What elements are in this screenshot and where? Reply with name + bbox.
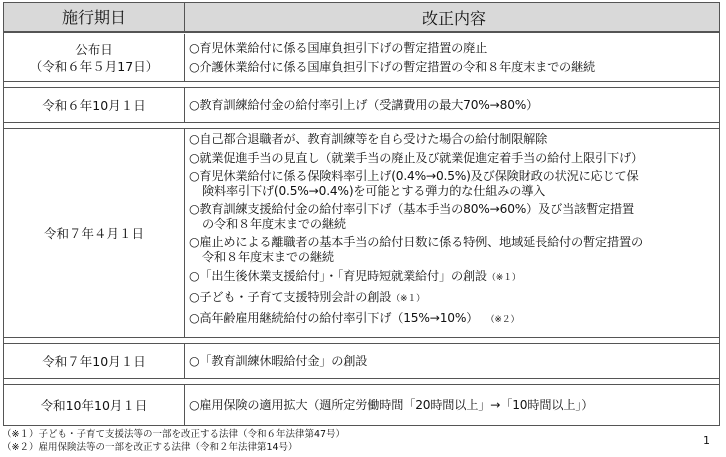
date-line: （令和６年５月17日） <box>29 58 159 74</box>
item-text: ○高年齢雇用継続給付の給付率引下げ（15%→10%） <box>189 311 479 325</box>
list-item <box>189 202 719 232</box>
row-date <box>4 34 185 81</box>
row-date <box>4 344 185 378</box>
row-content <box>185 385 719 425</box>
table-row <box>4 34 719 82</box>
list-item: ○育児休業給付に係る国庫負担引下げの暫定措置の廃止 <box>189 41 488 55</box>
list-item: ○介護休業給付に係る国庫負担引下げの暫定措置の令和８年度末までの継続 <box>189 60 596 74</box>
item-text: ○子ども・子育て支援特別会計の創設 <box>189 290 392 304</box>
table-row <box>4 88 719 123</box>
date-line: 令和10年10月１日 <box>40 397 148 413</box>
list-item <box>189 310 719 328</box>
list-item <box>189 268 719 286</box>
table-row <box>4 129 719 338</box>
row-content <box>185 129 719 337</box>
footnote: （※１）子ども・子育て支援法等の一部を改正する法律（令和６年法律第47号） <box>2 429 346 440</box>
header-content-col: 改正内容 <box>421 8 486 28</box>
row-content <box>185 88 719 122</box>
header-date-col: 施行期日 <box>4 3 185 31</box>
list-item: ○自己都合退職者が、教育訓練等を自ら受けた場合の給付制限解除 <box>189 132 548 146</box>
table-header <box>4 3 719 33</box>
footnote-ref: （※１） <box>486 273 521 283</box>
item-line-continued: 険料率引下げ(0.5%→0.4%)を可能とする弾力的な仕組みの導入 <box>202 184 546 198</box>
row-content <box>185 344 719 378</box>
row-date <box>4 88 185 122</box>
footnote-ref: （※２） <box>485 315 520 325</box>
page-number: 1 <box>703 434 710 447</box>
list-item: ○教育訓練給付金の給付率引上げ（受講費用の最大70%→80%） <box>189 98 539 112</box>
item-text: ○「出生後休業支援給付」・「育児時短就業給付」の創設 <box>189 269 487 283</box>
item-line-continued: 令和８年度末までの継続 <box>202 250 334 264</box>
table-row <box>4 344 719 379</box>
footnote-ref: （※１） <box>391 294 425 304</box>
row-date <box>4 385 185 425</box>
list-item <box>189 289 719 307</box>
list-item: ○雇用保険の適用拡大（週所定労働時間「20時間以上」→「10時間以上」） <box>189 398 594 412</box>
date-line: 令和６年10月１日 <box>42 97 146 113</box>
list-item <box>189 235 719 265</box>
amendment-table <box>3 2 720 426</box>
footnotes <box>2 428 345 454</box>
date-line: 令和７年４月１日 <box>43 225 144 241</box>
list-item <box>189 169 719 199</box>
item-line: ○教育訓練支援給付金の給付率引下げ（基本手当の80%→60%）及び当該暫定措置 <box>189 202 635 216</box>
row-content <box>185 34 719 81</box>
list-item: ○就業促進手当の見直し（就業手当の廃止及び就業促進定着手当の給付上限引下げ） <box>189 151 643 165</box>
table-row <box>4 385 719 425</box>
date-line: 令和７年10月１日 <box>42 353 146 369</box>
footnote: （※２）雇用保険法等の一部を改正する法律（令和２年法律第14号） <box>2 442 298 453</box>
row-date <box>4 129 185 337</box>
date-line: 公布日 <box>75 41 113 57</box>
gap-date <box>4 82 185 87</box>
item-line-continued: の令和８年度末までの継続 <box>202 217 346 231</box>
item-line: ○育児休業給付に係る保険料率引上げ(0.4%→0.5%)及び保険財政の状況に応じて保 <box>189 169 639 183</box>
list-item: ○「教育訓練休暇給付金」の創設 <box>189 354 368 368</box>
item-line: ○雇止めによる離職者の基本手当の給付日数に係る特例、地域延長給付の暫定措置の <box>189 235 643 249</box>
